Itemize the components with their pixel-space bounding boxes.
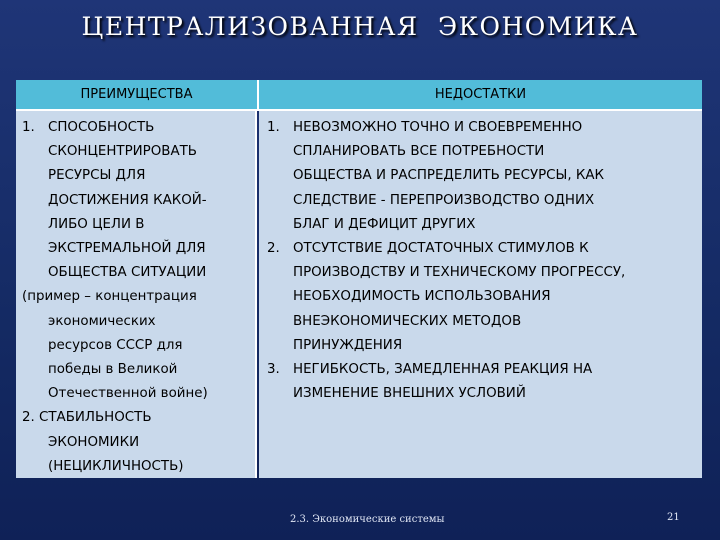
disadvantage-item-3 [267,358,702,406]
advantage-item-1 [22,116,255,285]
disadvantage-item-1 [267,116,702,237]
disadvantage-item-2-line: ПРОИЗВОДСТВУ И ТЕХНИЧЕСКОМУ ПРОГРЕССУ, [293,265,626,281]
advantage-item-1-line: ЭКСТРЕМАЛЬНОЙ ДЛЯ [48,241,206,257]
disadvantage-item-2 [267,237,702,358]
disadvantage-item-1-line: СПЛАНИРОВАТЬ ВСЕ ПОТРЕБНОСТИ [293,144,545,160]
disadvantage-item-2-line: ПРИНУЖДЕНИЯ [293,337,403,353]
disadvantage-item-1-line: СЛЕДСТВИЕ - ПЕРЕПРОИЗВОДСТВО ОДНИХ [293,192,595,208]
footer-section-label: 2.3. Экономические системы [290,514,445,525]
advantage-item-1-line: ЛИБО ЦЕЛИ В [48,216,145,232]
advantage-note-line: победы в Великой [48,362,178,378]
disadvantage-item-3-line: ИЗМЕНЕНИЕ ВНЕШНИХ УСЛОВИЙ [293,386,526,402]
footer-page-number: 21 [667,512,680,523]
disadvantage-item-2-line: ОТСУТСТВИЕ ДОСТАТОЧНЫХ СТИМУЛОВ К [293,241,589,257]
disadvantage-item-2-line: НЕОБХОДИМОСТЬ ИСПОЛЬЗОВАНИЯ [293,289,551,305]
advantage-item-2-line: (НЕЦИКЛИЧНОСТЬ) [48,458,184,474]
disadvantage-item-2-line: ВНЕЭКОНОМИЧЕСКИХ МЕТОДОВ [293,313,522,329]
advantage-item-2-line: 2. СТАБИЛЬНОСТЬ [22,410,152,426]
disadvantage-item-1-number: 1. [267,120,280,135]
disadvantage-item-1-line: НЕВОЗМОЖНО ТОЧНО И СВОЕВРЕМЕННО [293,120,583,135]
advantages-header: ПРЕИМУЩЕСТВА [16,80,259,111]
disadvantage-item-2-number: 2. [267,241,280,257]
advantage-note-line: (пример – концентрация [22,289,197,305]
disadvantage-item-1-line: ОБЩЕСТВА И РАСПРЕДЕЛИТЬ РЕСУРСЫ, КАК [293,168,605,184]
advantage-note-line: Отечественной войне) [48,386,208,402]
advantage-item-1-line: ДОСТИЖЕНИЯ КАКОЙ- [48,192,207,208]
advantage-note-line: экономических [48,313,156,329]
advantages-column [16,111,257,478]
disadvantage-item-1-line: БЛАГ И ДЕФИЦИТ ДРУГИХ [293,216,476,232]
disadvantage-item-3-line: НЕГИБКОСТЬ, ЗАМЕДЛЕННАЯ РЕАКЦИЯ НА [293,362,593,378]
advantage-item-1-line: ОБЩЕСТВА СИТУАЦИИ [48,265,207,281]
disadvantages-column [259,111,702,478]
advantage-item-1-line: СПОСОБНОСТЬ [48,120,155,135]
advantage-item-2-line: ЭКОНОМИКИ [48,434,140,450]
advantage-note-line: ресурсов СССР для [48,337,183,353]
advantage-item-1-number: 1. [22,120,35,135]
disadvantage-item-3-number: 3. [267,362,280,378]
comparison-table [16,80,702,478]
advantage-item-1-line: РЕСУРСЫ ДЛЯ [48,168,146,184]
advantage-item-1-line: СКОНЦЕНТРИРОВАТЬ [48,144,197,160]
slide-title: ЦЕНТРАЛИЗОВАННАЯ ЭКОНОМИКА [81,12,639,41]
disadvantages-header: НЕДОСТАТКИ [259,80,702,111]
